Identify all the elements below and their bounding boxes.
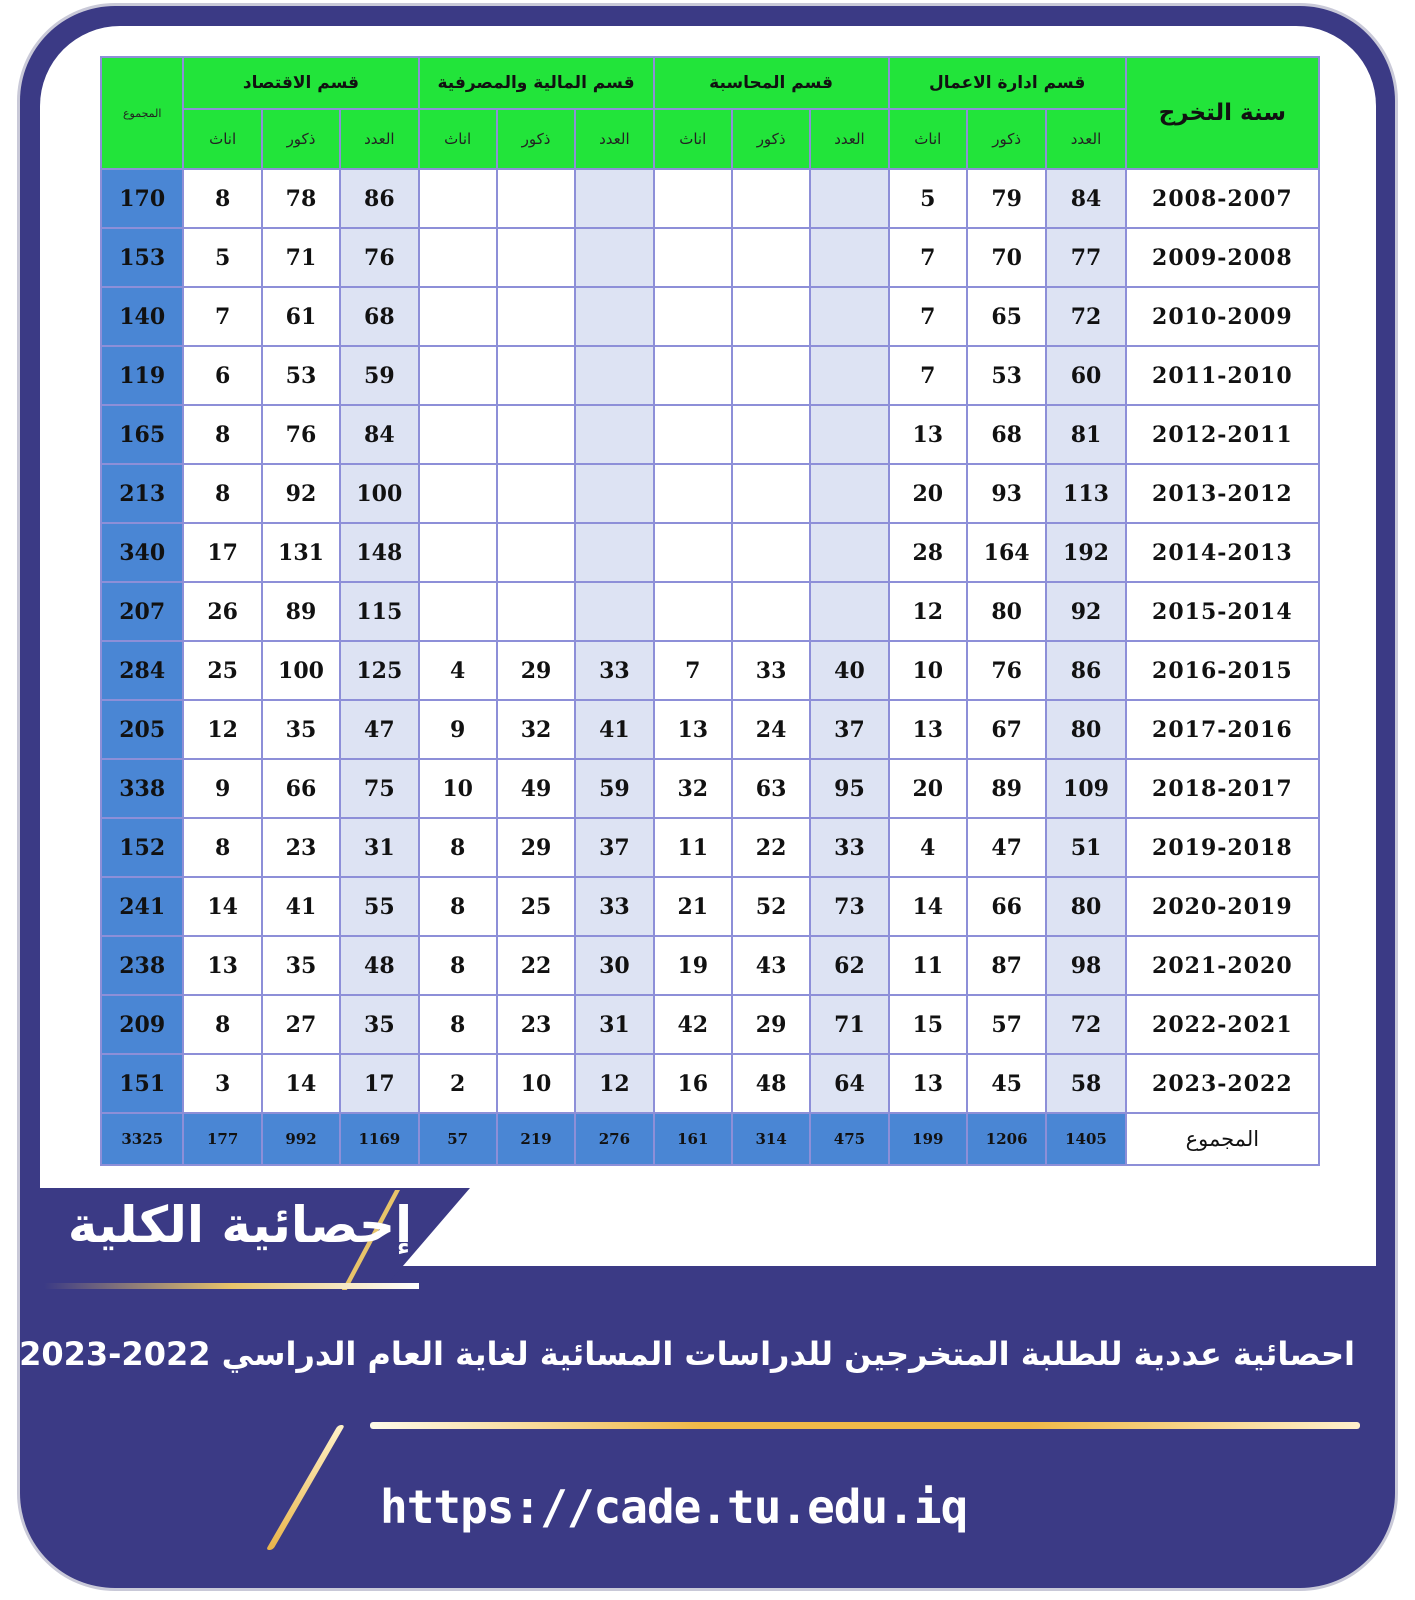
fin-count-cell: 41	[575, 700, 653, 759]
table-row	[101, 228, 1319, 287]
table-row	[101, 995, 1319, 1054]
acc-male-cell: 43	[732, 936, 810, 995]
row-total-cell: 165	[101, 405, 183, 464]
eco-count-cell: 148	[340, 523, 418, 582]
acc-count-cell: 37	[810, 700, 888, 759]
year-header: سنة التخرج	[1126, 57, 1319, 169]
table-row	[101, 1054, 1319, 1113]
acc-count-cell	[810, 169, 888, 228]
bm-female-cell: 7	[889, 287, 967, 346]
acc-count-cell: 40	[810, 641, 888, 700]
sub-header-count: العدد	[575, 109, 653, 169]
fin-female-cell: 10	[419, 759, 497, 818]
bm-male-cell: 70	[967, 228, 1046, 287]
row-total-cell: 207	[101, 582, 183, 641]
fin-count-cell	[575, 405, 653, 464]
acc-female-cell	[654, 169, 732, 228]
year-cell: 2017-2016	[1126, 700, 1319, 759]
bm-male-total: 1206	[967, 1113, 1046, 1165]
eco-female-cell: 7	[183, 287, 261, 346]
acc-female-cell	[654, 464, 732, 523]
acc-count-cell	[810, 228, 888, 287]
eco-count-cell: 35	[340, 995, 418, 1054]
fin-male-cell: 29	[497, 818, 575, 877]
bm-count-cell: 84	[1046, 169, 1125, 228]
acc-count-cell	[810, 405, 888, 464]
eco-female-cell: 5	[183, 228, 261, 287]
bm-male-cell: 76	[967, 641, 1046, 700]
row-total-cell: 241	[101, 877, 183, 936]
eco-male-cell: 23	[262, 818, 340, 877]
eco-count-cell: 47	[340, 700, 418, 759]
fin-count-cell	[575, 464, 653, 523]
row-total-cell: 151	[101, 1054, 183, 1113]
acc-count-cell: 33	[810, 818, 888, 877]
year-cell: 2018-2017	[1126, 759, 1319, 818]
table-row	[101, 405, 1319, 464]
bm-count-cell: 72	[1046, 995, 1125, 1054]
year-cell: 2016-2015	[1126, 641, 1319, 700]
fin-female-cell: 8	[419, 818, 497, 877]
eco-female-cell: 8	[183, 405, 261, 464]
totals-label: المجموع	[1126, 1113, 1319, 1165]
bm-female-cell: 20	[889, 759, 967, 818]
bm-count-cell: 77	[1046, 228, 1125, 287]
acc-male-cell	[732, 523, 810, 582]
bm-count-cell: 92	[1046, 582, 1125, 641]
acc-count-cell: 64	[810, 1054, 888, 1113]
eco-female-cell: 3	[183, 1054, 261, 1113]
fin-female-cell	[419, 228, 497, 287]
eco-female-cell: 12	[183, 700, 261, 759]
acc-female-cell: 19	[654, 936, 732, 995]
eco-count-cell: 17	[340, 1054, 418, 1113]
bm-female-cell: 12	[889, 582, 967, 641]
eco-count-cell: 100	[340, 464, 418, 523]
table-body	[101, 169, 1319, 1165]
fin-male-cell: 22	[497, 936, 575, 995]
acc-count-cell: 73	[810, 877, 888, 936]
fin-female-cell	[419, 287, 497, 346]
fin-female-cell	[419, 346, 497, 405]
bm-male-cell: 66	[967, 877, 1046, 936]
acc-female-cell: 13	[654, 700, 732, 759]
eco-male-total: 992	[262, 1113, 340, 1165]
year-cell: 2013-2012	[1126, 464, 1319, 523]
acc-count-cell: 95	[810, 759, 888, 818]
fin-male-cell	[497, 582, 575, 641]
graduates-table	[100, 56, 1320, 1166]
fin-male-cell	[497, 228, 575, 287]
fin-count-cell	[575, 169, 653, 228]
eco-female-cell: 9	[183, 759, 261, 818]
eco-count-cell: 31	[340, 818, 418, 877]
eco-female-cell: 8	[183, 169, 261, 228]
row-total-cell: 153	[101, 228, 183, 287]
year-cell: 2009-2008	[1126, 228, 1319, 287]
fin-male-cell	[497, 464, 575, 523]
acc-male-cell: 24	[732, 700, 810, 759]
bm-male-cell: 65	[967, 287, 1046, 346]
bm-female-cell: 7	[889, 228, 967, 287]
bm-male-cell: 93	[967, 464, 1046, 523]
fin-count-cell: 30	[575, 936, 653, 995]
bm-male-cell: 53	[967, 346, 1046, 405]
table-row	[101, 523, 1319, 582]
bm-male-cell: 47	[967, 818, 1046, 877]
fin-female-total: 57	[419, 1113, 497, 1165]
row-total-cell: 119	[101, 346, 183, 405]
acc-male-cell	[732, 346, 810, 405]
table-row	[101, 936, 1319, 995]
acc-count-cell	[810, 582, 888, 641]
bm-count-cell: 80	[1046, 700, 1125, 759]
sub-header-female: اناث	[654, 109, 732, 169]
row-total-cell: 205	[101, 700, 183, 759]
sub-header-count: العدد	[1046, 109, 1125, 169]
fin-count-cell	[575, 287, 653, 346]
bm-count-cell: 192	[1046, 523, 1125, 582]
bm-count-cell: 58	[1046, 1054, 1125, 1113]
bm-female-cell: 4	[889, 818, 967, 877]
eco-female-total: 177	[183, 1113, 261, 1165]
bm-count-cell: 60	[1046, 346, 1125, 405]
eco-female-cell: 8	[183, 464, 261, 523]
acc-female-cell	[654, 523, 732, 582]
fin-count-cell	[575, 523, 653, 582]
row-total-cell: 284	[101, 641, 183, 700]
acc-female-cell	[654, 287, 732, 346]
bm-female-cell: 7	[889, 346, 967, 405]
acc-female-cell: 42	[654, 995, 732, 1054]
fin-count-total: 276	[575, 1113, 653, 1165]
fin-male-cell	[497, 523, 575, 582]
acc-male-cell: 22	[732, 818, 810, 877]
eco-male-cell: 78	[262, 169, 340, 228]
sub-header-count: العدد	[810, 109, 888, 169]
acc-count-cell	[810, 464, 888, 523]
acc-male-cell: 29	[732, 995, 810, 1054]
bm-female-cell: 15	[889, 995, 967, 1054]
eco-male-cell: 100	[262, 641, 340, 700]
eco-female-cell: 8	[183, 995, 261, 1054]
bm-count-cell: 81	[1046, 405, 1125, 464]
acc-female-cell: 16	[654, 1054, 732, 1113]
bm-female-cell: 13	[889, 700, 967, 759]
bm-male-cell: 68	[967, 405, 1046, 464]
year-cell: 2023-2022	[1126, 1054, 1319, 1113]
acc-male-cell	[732, 582, 810, 641]
eco-male-cell: 76	[262, 405, 340, 464]
acc-count-cell	[810, 346, 888, 405]
fin-count-cell: 31	[575, 995, 653, 1054]
year-cell: 2019-2018	[1126, 818, 1319, 877]
bm-count-cell: 109	[1046, 759, 1125, 818]
fin-female-cell: 8	[419, 936, 497, 995]
fin-male-cell: 10	[497, 1054, 575, 1113]
bm-female-cell: 13	[889, 405, 967, 464]
fin-count-cell: 33	[575, 641, 653, 700]
eco-male-cell: 92	[262, 464, 340, 523]
eco-male-cell: 89	[262, 582, 340, 641]
fin-female-cell: 4	[419, 641, 497, 700]
eco-male-cell: 71	[262, 228, 340, 287]
fin-female-cell: 2	[419, 1054, 497, 1113]
eco-female-cell: 25	[183, 641, 261, 700]
bm-count-cell: 51	[1046, 818, 1125, 877]
table-row	[101, 582, 1319, 641]
eco-count-cell: 59	[340, 346, 418, 405]
acc-count-cell	[810, 287, 888, 346]
acc-male-cell	[732, 287, 810, 346]
eco-count-cell: 68	[340, 287, 418, 346]
eco-male-cell: 35	[262, 936, 340, 995]
fin-count-cell: 37	[575, 818, 653, 877]
acc-male-total: 314	[732, 1113, 810, 1165]
page-subtitle: احصائية عددية للطلبة المتخرجين للدراسات المسائية لغاية العام الدراسي 2022-2023	[19, 1335, 1355, 1373]
year-cell: 2010-2009	[1126, 287, 1319, 346]
row-total-cell: 140	[101, 287, 183, 346]
row-total-cell: 209	[101, 995, 183, 1054]
acc-male-cell: 63	[732, 759, 810, 818]
eco-male-cell: 14	[262, 1054, 340, 1113]
fin-male-cell: 32	[497, 700, 575, 759]
table-row	[101, 818, 1319, 877]
total-header: المجموع	[101, 57, 183, 169]
table-row	[101, 700, 1319, 759]
fin-male-cell: 25	[497, 877, 575, 936]
acc-male-cell: 52	[732, 877, 810, 936]
bm-male-cell: 45	[967, 1054, 1046, 1113]
table-row	[101, 877, 1319, 936]
eco-count-cell: 86	[340, 169, 418, 228]
bm-female-cell: 14	[889, 877, 967, 936]
acc-count-cell: 71	[810, 995, 888, 1054]
fin-female-cell	[419, 582, 497, 641]
gold-divider	[370, 1422, 1360, 1429]
eco-count-total: 1169	[340, 1113, 418, 1165]
year-cell: 2012-2011	[1126, 405, 1319, 464]
bm-count-cell: 98	[1046, 936, 1125, 995]
year-cell: 2021-2020	[1126, 936, 1319, 995]
acc-male-cell: 33	[732, 641, 810, 700]
fin-male-cell	[497, 346, 575, 405]
sub-header-female: اناث	[889, 109, 967, 169]
sub-header-male: ذكور	[262, 109, 340, 169]
dept-header-business: قسم ادارة الاعمال	[889, 57, 1126, 109]
fin-female-cell: 8	[419, 877, 497, 936]
eco-female-cell: 17	[183, 523, 261, 582]
bm-female-cell: 11	[889, 936, 967, 995]
eco-male-cell: 66	[262, 759, 340, 818]
acc-male-cell	[732, 464, 810, 523]
eco-count-cell: 84	[340, 405, 418, 464]
eco-female-cell: 26	[183, 582, 261, 641]
bm-female-cell: 5	[889, 169, 967, 228]
eco-male-cell: 53	[262, 346, 340, 405]
fin-female-cell	[419, 169, 497, 228]
row-total-cell: 338	[101, 759, 183, 818]
sub-header-male: ذكور	[967, 109, 1046, 169]
acc-count-cell: 62	[810, 936, 888, 995]
year-cell: 2020-2019	[1126, 877, 1319, 936]
sub-header-male: ذكور	[732, 109, 810, 169]
acc-female-cell: 7	[654, 641, 732, 700]
acc-male-cell	[732, 169, 810, 228]
bm-female-cell: 28	[889, 523, 967, 582]
eco-female-cell: 13	[183, 936, 261, 995]
grand-total: 3325	[101, 1113, 183, 1165]
bm-female-cell: 20	[889, 464, 967, 523]
year-cell: 2022-2021	[1126, 995, 1319, 1054]
eco-male-cell: 131	[262, 523, 340, 582]
eco-female-cell: 6	[183, 346, 261, 405]
table-row	[101, 169, 1319, 228]
sub-header-female: اناث	[183, 109, 261, 169]
fin-male-cell	[497, 405, 575, 464]
dept-header-accounting: قسم المحاسبة	[654, 57, 889, 109]
acc-female-cell	[654, 228, 732, 287]
bm-count-cell: 86	[1046, 641, 1125, 700]
fin-count-cell	[575, 582, 653, 641]
acc-female-cell: 32	[654, 759, 732, 818]
fin-male-cell	[497, 169, 575, 228]
bm-female-cell: 10	[889, 641, 967, 700]
row-total-cell: 340	[101, 523, 183, 582]
acc-male-cell	[732, 405, 810, 464]
acc-female-cell	[654, 405, 732, 464]
fin-male-cell: 49	[497, 759, 575, 818]
fin-count-cell	[575, 228, 653, 287]
row-total-cell: 152	[101, 818, 183, 877]
table-row	[101, 346, 1319, 405]
row-total-cell: 213	[101, 464, 183, 523]
eco-count-cell: 115	[340, 582, 418, 641]
fin-count-cell: 33	[575, 877, 653, 936]
year-cell: 2011-2010	[1126, 346, 1319, 405]
bm-female-total: 199	[889, 1113, 967, 1165]
bm-male-cell: 57	[967, 995, 1046, 1054]
dept-header-finance: قسم المالية والمصرفية	[419, 57, 654, 109]
row-total-cell: 238	[101, 936, 183, 995]
eco-count-cell: 125	[340, 641, 418, 700]
statistics-table-container	[100, 56, 1320, 1166]
bm-male-cell: 89	[967, 759, 1046, 818]
bm-male-cell: 67	[967, 700, 1046, 759]
year-cell: 2015-2014	[1126, 582, 1319, 641]
fin-female-cell	[419, 464, 497, 523]
fin-male-cell: 23	[497, 995, 575, 1054]
bm-female-cell: 13	[889, 1054, 967, 1113]
acc-count-total: 475	[810, 1113, 888, 1165]
dept-header-economics: قسم الاقتصاد	[183, 57, 418, 109]
acc-female-cell	[654, 346, 732, 405]
eco-female-cell: 14	[183, 877, 261, 936]
bm-male-cell: 79	[967, 169, 1046, 228]
bm-male-cell: 87	[967, 936, 1046, 995]
sub-header-male: ذكور	[497, 109, 575, 169]
acc-female-total: 161	[654, 1113, 732, 1165]
eco-female-cell: 8	[183, 818, 261, 877]
bm-male-cell: 164	[967, 523, 1046, 582]
acc-female-cell: 21	[654, 877, 732, 936]
bm-count-cell: 72	[1046, 287, 1125, 346]
table-row	[101, 641, 1319, 700]
sub-header-count: العدد	[340, 109, 418, 169]
acc-female-cell	[654, 582, 732, 641]
eco-male-cell: 35	[262, 700, 340, 759]
acc-count-cell	[810, 523, 888, 582]
fin-count-cell	[575, 346, 653, 405]
acc-male-cell	[732, 228, 810, 287]
table-row	[101, 759, 1319, 818]
eco-male-cell: 41	[262, 877, 340, 936]
sub-header-female: اناث	[419, 109, 497, 169]
year-cell: 2014-2013	[1126, 523, 1319, 582]
fin-count-cell: 12	[575, 1054, 653, 1113]
acc-female-cell: 11	[654, 818, 732, 877]
eco-count-cell: 48	[340, 936, 418, 995]
totals-row	[101, 1113, 1319, 1165]
eco-count-cell: 76	[340, 228, 418, 287]
banner-title: إحصائية الكلية	[67, 1196, 413, 1254]
fin-female-cell: 9	[419, 700, 497, 759]
row-total-cell: 170	[101, 169, 183, 228]
bm-count-total: 1405	[1046, 1113, 1125, 1165]
eco-male-cell: 27	[262, 995, 340, 1054]
banner-underline	[44, 1283, 419, 1289]
bm-count-cell: 113	[1046, 464, 1125, 523]
fin-count-cell: 59	[575, 759, 653, 818]
website-url[interactable]: https://cade.tu.edu.iq	[380, 1480, 968, 1534]
table-row	[101, 287, 1319, 346]
fin-female-cell	[419, 523, 497, 582]
bm-count-cell: 80	[1046, 877, 1125, 936]
fin-female-cell	[419, 405, 497, 464]
fin-male-cell	[497, 287, 575, 346]
fin-female-cell: 8	[419, 995, 497, 1054]
bm-male-cell: 80	[967, 582, 1046, 641]
acc-male-cell: 48	[732, 1054, 810, 1113]
table-row	[101, 464, 1319, 523]
eco-count-cell: 75	[340, 759, 418, 818]
year-cell: 2008-2007	[1126, 169, 1319, 228]
fin-male-cell: 29	[497, 641, 575, 700]
eco-male-cell: 61	[262, 287, 340, 346]
eco-count-cell: 55	[340, 877, 418, 936]
fin-male-total: 219	[497, 1113, 575, 1165]
